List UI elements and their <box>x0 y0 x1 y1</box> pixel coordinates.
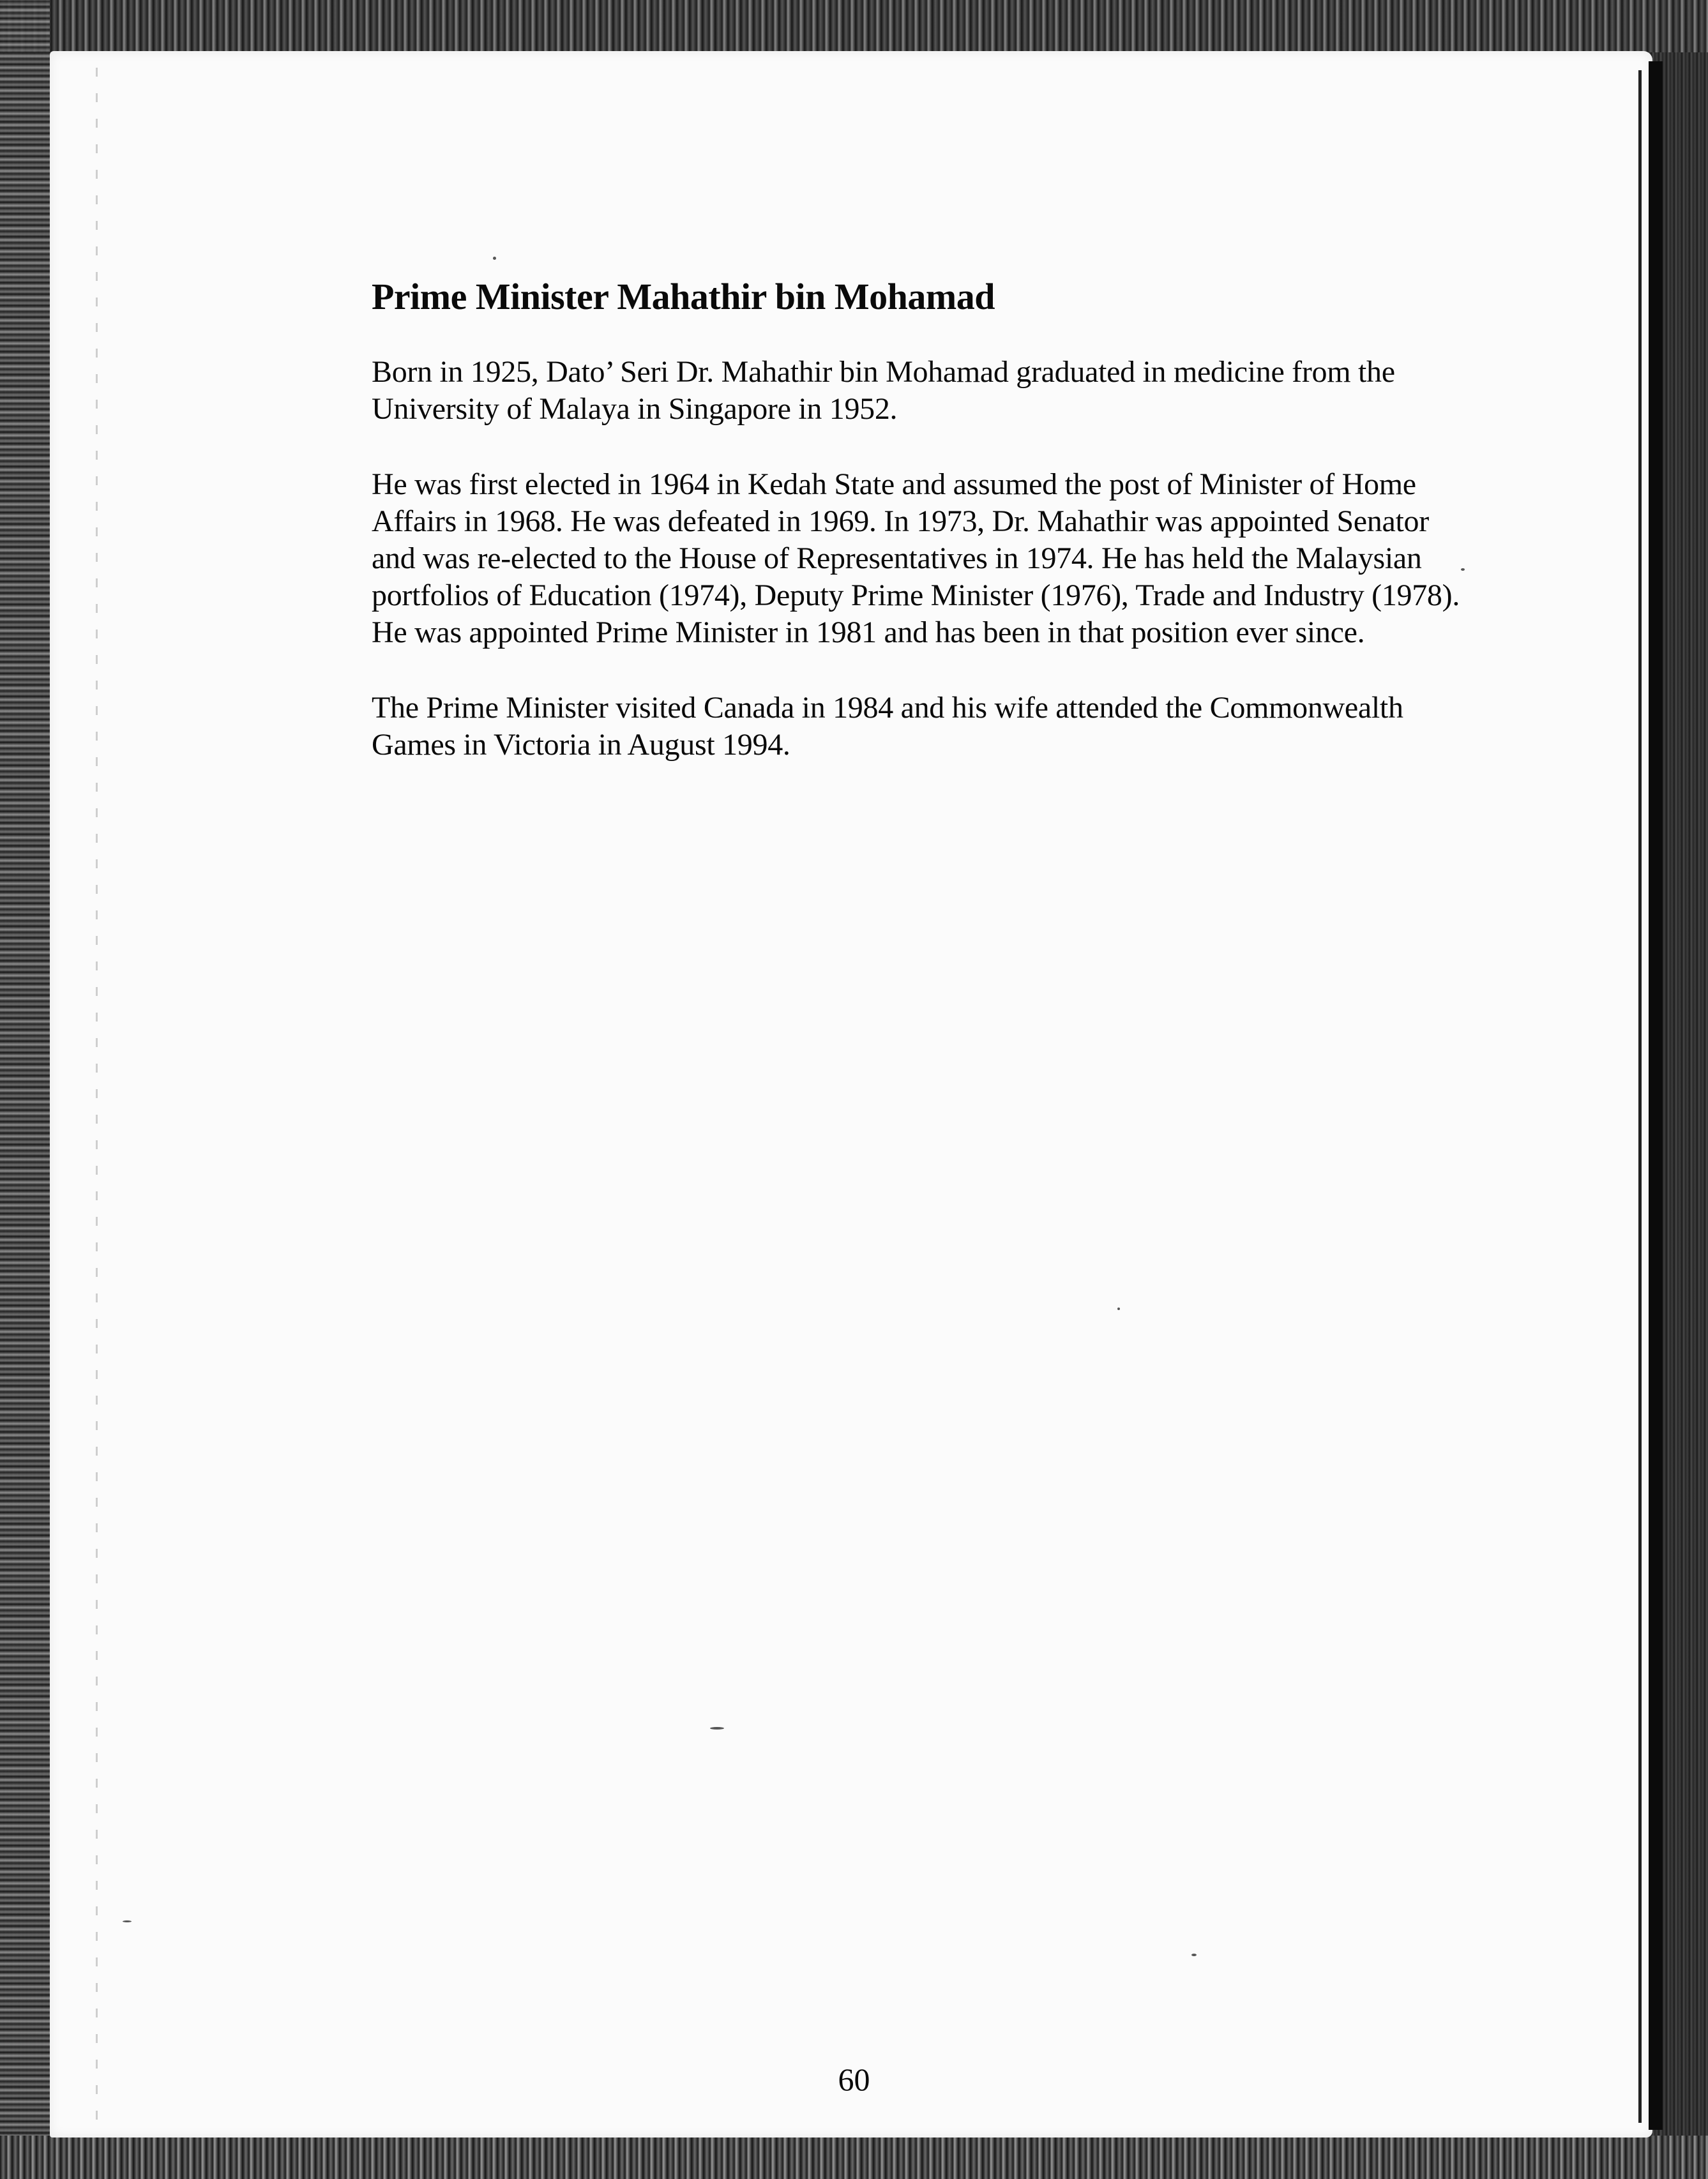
page-number: 60 <box>838 2062 870 2097</box>
document-body <box>372 275 1470 802</box>
scan-border-left <box>0 0 50 2179</box>
scan-speck <box>493 257 496 260</box>
scan-speck <box>1117 1308 1120 1310</box>
binding-margin-marks <box>96 64 98 2120</box>
scan-speck <box>710 1727 724 1730</box>
scan-speck <box>123 1920 132 1922</box>
scan-speck <box>1191 1954 1197 1956</box>
binding-edge-inner <box>1638 70 1642 2123</box>
binding-edge <box>1649 61 1663 2130</box>
document-title: Prime Minister Mahathir bin Mohamad <box>372 276 995 317</box>
paragraph-canada-visit: The Prime Minister visited Canada in 1984 and his wife attended the Commonwealth Games in Victoria in August 1994. <box>372 690 1403 762</box>
scan-border-bottom <box>0 2136 1708 2179</box>
paragraph-birth-education: Born in 1925, Dato’ Seri Dr. Mahathir bin Mohamad graduated in medicine from the University of Malaya in Singapore in 1952. <box>372 354 1395 426</box>
scan-border-top <box>0 0 1708 52</box>
paragraph-political-career: He was first elected in 1964 in Kedah State and assumed the post of Minister of Home Affairs in 1968. He was defeated in 1969. In 1973, Dr. Mahathir was appointed Senator and was re-elected to the House of Representatives in 1974. He has held the Malaysian portfolios of Education (1974), Deputy Prime Minister (1976), Trade and Industry (1978). He was appointed Prime Minister in 1981 and has been in that position ever since. <box>372 467 1460 649</box>
